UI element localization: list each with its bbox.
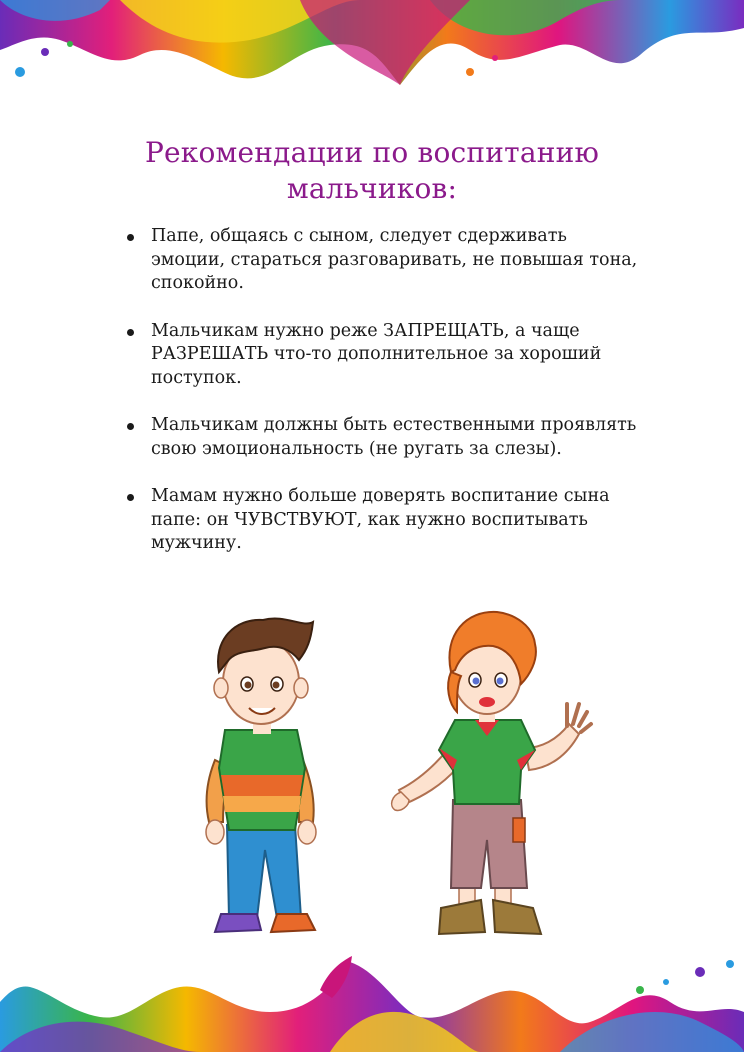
list-item [124,225,644,296]
bullet-icon [127,329,134,336]
list-item [124,414,644,461]
list-item-text: Мальчикам должны быть естественными проявлять свою эмоциональность (не ругать за слезы). [151,415,637,459]
rainbow-border-top-icon [0,0,744,110]
recommendations-list [124,225,644,580]
title-line-2: мальчиков: [286,172,458,205]
list-item [124,320,644,391]
list-item-text: Мамам нужно больше доверять воспитание сына папе: он ЧУВСТВУЮТ, как нужно воспитывать мужчину. [151,486,610,553]
boy-in-striped-shirt-icon [206,618,316,932]
bullet-icon [127,494,134,501]
bullet-icon [127,423,134,430]
title-line-1: Рекомендации по воспитанию [144,136,600,169]
list-item-text: Мальчикам нужно реже ЗАПРЕЩАТЬ, а чаще РАЗРЕШАТЬ что-то дополнительное за хороший поступок. [151,320,602,388]
list-item-text: Папе, общаясь с сыном, следует сдерживать эмоции, стараться разговаривать, не повышая тона, спокойно. [151,226,638,293]
page-title [110,135,634,207]
boy-waving-icon [392,612,591,934]
list-item [124,485,644,556]
boys-illustration [195,600,605,945]
bullet-icon [127,234,134,241]
rainbow-border-bottom-icon [0,942,744,1052]
